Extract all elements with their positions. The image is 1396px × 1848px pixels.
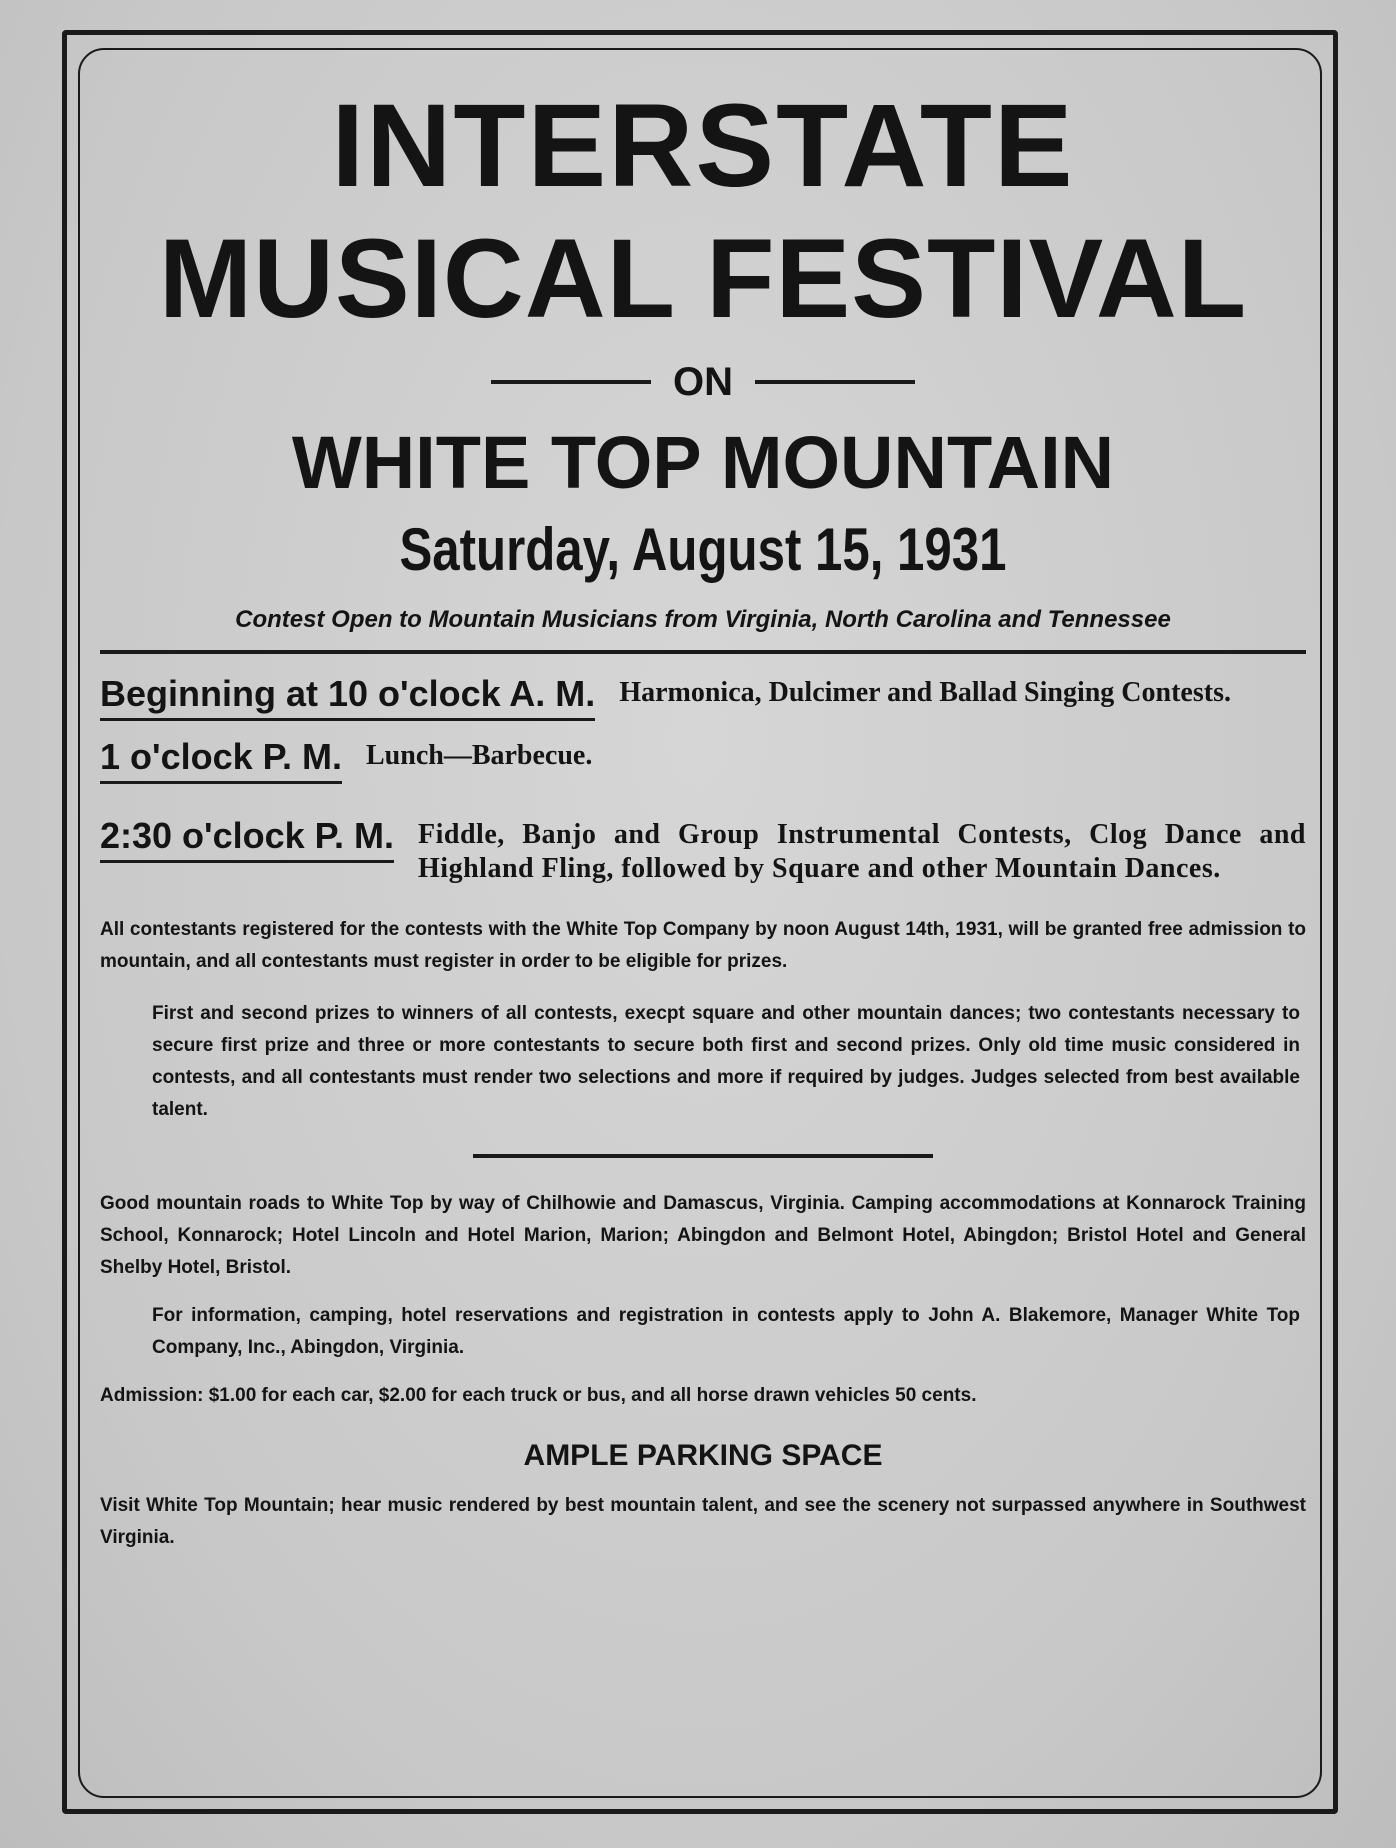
prizes-paragraph: First and second prizes to winners of all contests, execpt square and other mountain dances; two contestants necessary to secure first prize and three or more contestants to secure both first and second prizes. Only old time music considered in contests, and all contestants must render two selections and more if required by judges. Judges selected from best available talent. (152, 1003, 1300, 1120)
schedule-time: 1 o'clock P. M. (100, 735, 342, 784)
middle-divider (473, 1154, 933, 1158)
schedule-time: 2:30 o'clock P. M. (100, 814, 394, 863)
admission-paragraph: Admission: $1.00 for each car, $2.00 for each truck or bus, and all horse drawn vehicles 50 cents. (100, 1385, 977, 1406)
contest-subtitle: Contest Open to Mountain Musicians from Virginia, North Carolina and Tennessee (235, 606, 1171, 633)
information-paragraph: For information, camping, hotel reservations and registration in contests apply to John A. Blakemore, Manager White Top Company, Inc., Abingdon, Virginia. (152, 1305, 1300, 1358)
on-divider (100, 350, 1306, 414)
divider-left (491, 380, 651, 384)
schedule-time: Beginning at 10 o'clock A. M. (100, 672, 595, 721)
schedule-item (100, 672, 1306, 721)
title-interstate: INTERSTATE (331, 80, 1075, 212)
parking-heading: AMPLE PARKING SPACE (523, 1439, 883, 1472)
section-divider (100, 650, 1306, 654)
title-musical-festival: MUSICAL FESTIVAL (158, 216, 1248, 341)
schedule-item (100, 735, 1306, 784)
title-white-top-mountain: WHITE TOP MOUNTAIN (291, 421, 1115, 504)
on-text: ON (673, 359, 733, 404)
visit-paragraph: Visit White Top Mountain; hear music rendered by best mountain talent, and see the scenery not surpassed anywhere in Southwest Virginia. (100, 1495, 1306, 1548)
advertisement (100, 80, 1306, 1554)
roads-paragraph: Good mountain roads to White Top by way of Chilhowie and Damascus, Virginia. Camping accommodations at Konnarock Training School, Konnarock; Hotel Lincoln and Hotel Marion, Marion; Abingdon and Belmont Hotel, Abingdon; Bristol Hotel and General Shelby Hotel, Bristol. (100, 1193, 1306, 1278)
schedule-event: Fiddle, Banjo and Group Instrumental Contests, Clog Dance and Highland Fling, followed by Square and other Mountain Dances. (418, 819, 1306, 884)
schedule-event: Harmonica, Dulcimer and Ballad Singing Contests. (619, 677, 1231, 708)
divider-right (755, 380, 915, 384)
schedule-event: Lunch—Barbecue. (366, 740, 593, 771)
schedule-item (100, 814, 1306, 886)
registration-paragraph: All contestants registered for the contests with the White Top Company by noon August 14th, 1931, will be granted free admission to mountain, and all contestants must register in order to be eligible for prizes. (100, 919, 1306, 972)
event-date: Saturday, August 15, 1931 (399, 516, 1007, 583)
